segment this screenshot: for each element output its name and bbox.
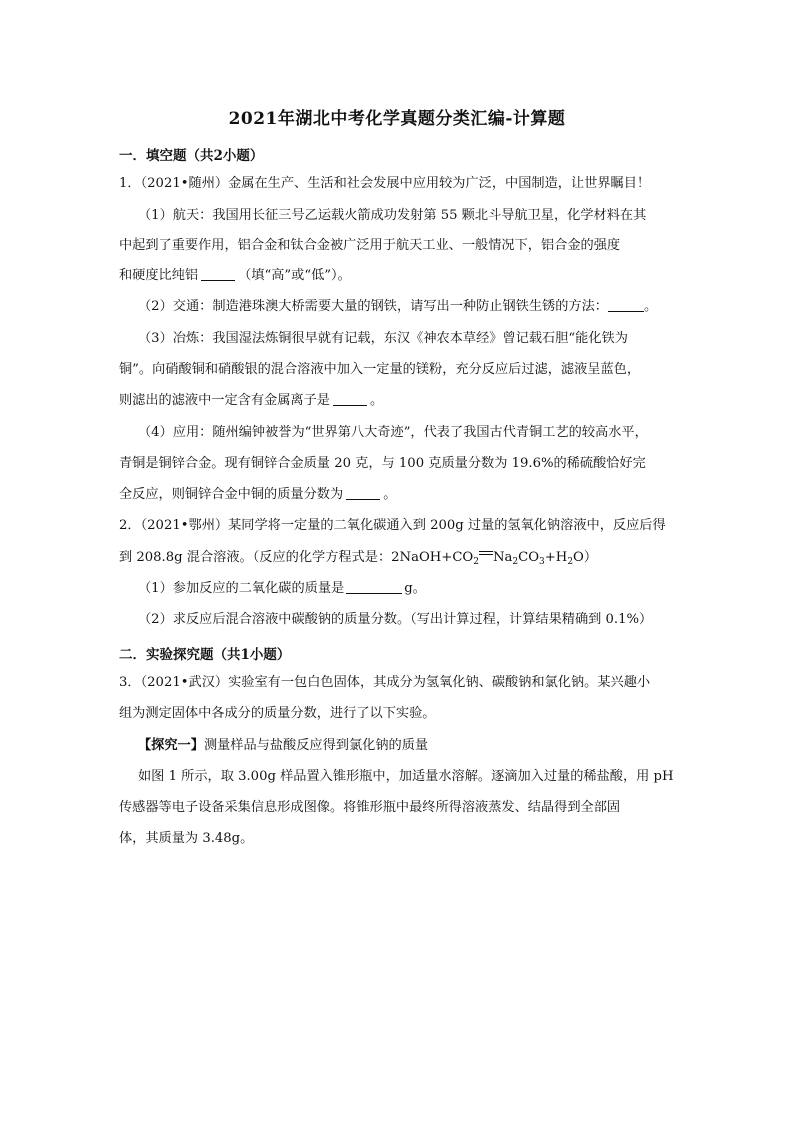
subscript: 2: [512, 557, 519, 567]
question-3-stem-cont: 组为测定固体中各成分的质量分数，进行了以下实验。: [119, 706, 436, 721]
page-title: 2021年湖北中考化学真题分类汇编-计算题: [228, 109, 566, 129]
question-3-experiment-heading: [138, 737, 428, 755]
text-segment: O）: [573, 550, 598, 565]
text-segment: 到 208.8g 混合溶液。（反应的化学方程式是：2NaOH+CO: [119, 550, 474, 565]
question-2-stem: 2．（2021•鄂州）某同学将一定量的二氧化碳通入到 200g 过量的氢氧化钠溶液中，反应后得: [119, 518, 666, 533]
question-3-body-end: 体，其质量为 3.48g。: [119, 831, 254, 846]
question-1-part-1-end: [119, 267, 351, 285]
question-1-part-3-end: [119, 392, 383, 410]
question-1-part-3-cont: 铜”。向硝酸铜和硝酸银的混合溶液中加入一定量的镁粉，充分反应后过滤，滤液呈蓝色，: [119, 362, 641, 377]
subscript: 3: [539, 557, 545, 567]
answer-blank[interactable]: [346, 580, 402, 594]
subscript: 2: [567, 557, 574, 567]
text-segment: 和硬度比纯铝: [119, 268, 199, 283]
text-segment: g。: [404, 581, 426, 596]
question-1-part-1: （1）航天：我国用长征三号乙运载火箭成功发射第 55 颗北斗导航卫星，化学材料在其: [138, 208, 647, 223]
text-segment: （填“高”或“低”）。: [238, 268, 351, 283]
answer-blank[interactable]: [201, 267, 235, 281]
text-segment: 。: [383, 487, 397, 502]
text-segment: Na: [492, 550, 513, 565]
answer-blank[interactable]: [333, 392, 367, 406]
text-segment: 。: [370, 393, 384, 408]
question-3-body: 如图 1 所示，取 3.00g 样品置入锥形瓶中，加适量水溶解。逐滴加入过量的稀盐酸，用 pH: [138, 769, 674, 784]
text-segment: CO: [518, 550, 540, 565]
question-2-part-1: [138, 580, 426, 598]
answer-blank[interactable]: [608, 298, 644, 312]
question-3-stem: 3．（2021•武汉）实验室有一包白色固体，其成分为氢氧化钠、碳酸钠和氯化钠。某兴趣小: [119, 675, 651, 690]
question-2-equation-line: [119, 549, 597, 571]
subscript: 2: [473, 557, 479, 567]
equals-sign-icon: [479, 550, 493, 558]
question-1-stem: 1．（2021•随州）金属在生产、生活和社会发展中应用较为广泛，中国制造，让世界瞩目！: [119, 176, 651, 191]
experiment-label: 【探究一】: [138, 738, 204, 753]
text-segment: 。: [643, 299, 658, 314]
question-1-part-1-cont: 中起到了重要作用，铝合金和钛合金被广泛用于航天工业、一般情况下，铝合金的强度: [119, 238, 621, 253]
experiment-title: 测量样品与盐酸反应得到氯化钠的质量: [203, 738, 429, 753]
section-heading-experiment: 二．实验探究题（共1小题）: [119, 647, 291, 663]
question-1-part-4: （4）应用：随州编钟被誉为“世界第八大奇迹”，代表了我国古代青铜工艺的较高水平，: [138, 425, 648, 440]
text-segment: 全反应，则铜锌合金中铜的质量分数为: [119, 487, 344, 502]
section-heading-fill-in: 一．填空题（共2小题）: [119, 148, 264, 164]
question-1-part-4-end: [119, 486, 396, 504]
text-segment: （1）参加反应的二氧化碳的质量是: [138, 581, 345, 596]
question-2-part-2: （2）求反应后混合溶液中碳酸钠的质量分数。（写出计算过程，计算结果精确到 0.1%）: [138, 612, 653, 627]
text-segment: +H: [544, 550, 568, 565]
text-segment: 则滤出的滤液中一定含有金属离子是: [119, 393, 330, 408]
question-1-part-3: （3）冶炼：我国湿法炼铜很早就有记载，东汉《神农本草经》曾记载石胆“能化铁为: [138, 331, 628, 346]
answer-blank[interactable]: [346, 486, 380, 500]
question-1-part-4-cont: 青铜是铜锌合金。现有铜锌合金质量 20 克，与 100 克质量分数为 19.6%的稀硫酸恰好完: [119, 456, 646, 471]
text-segment: （2）交通：制造港珠澳大桥需要大量的钢铁，请写出一种防止钢铁生锈的方法：: [138, 299, 608, 314]
question-1-part-2: [138, 298, 657, 316]
question-3-body-cont: 传感器等电子设备采集信息形成图像。将锥形瓶中最终所得溶液蒸发、结晶得到全部固: [119, 800, 621, 815]
